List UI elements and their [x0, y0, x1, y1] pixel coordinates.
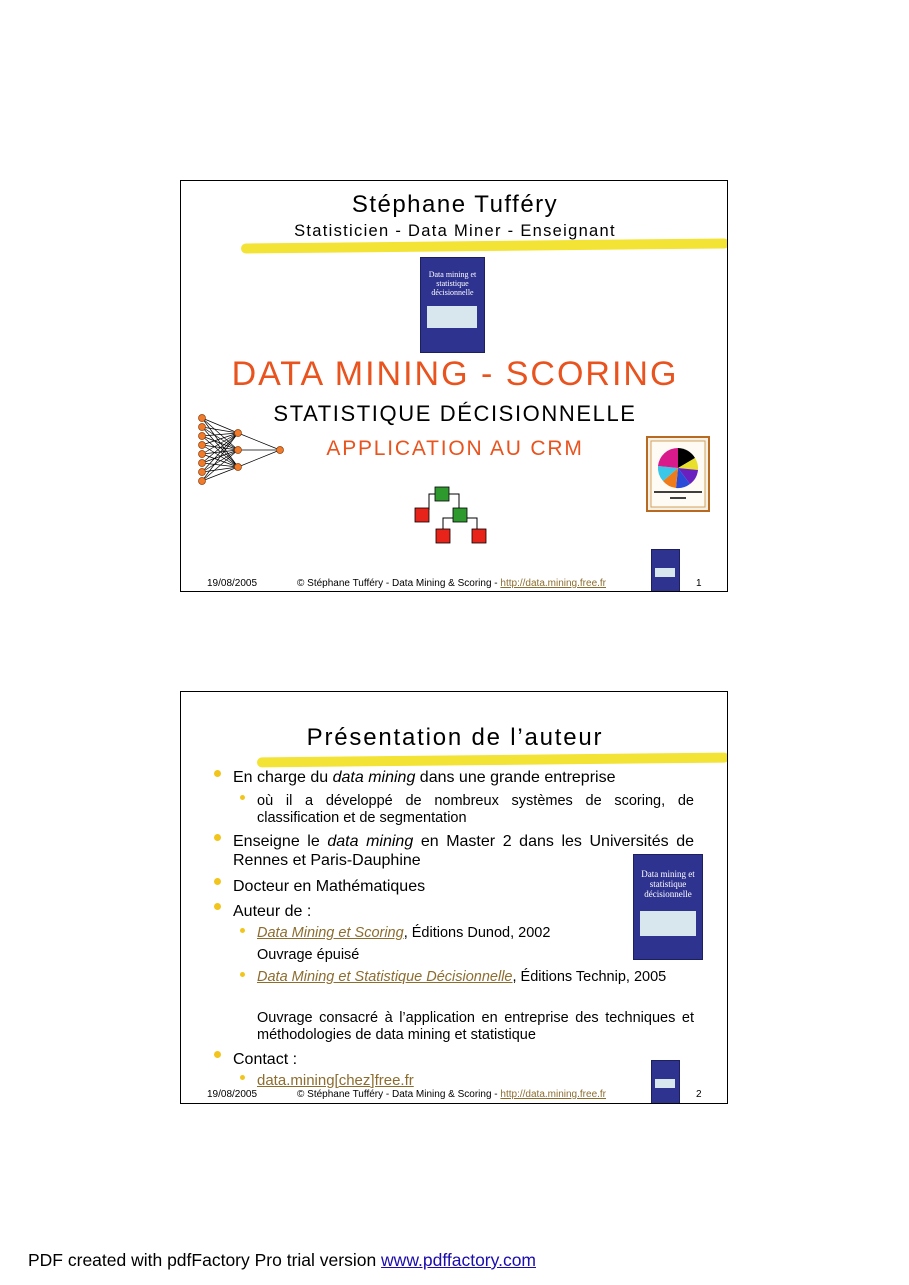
sub-bullet-dot [240, 795, 245, 800]
title-highlight [257, 753, 728, 768]
book-cover-title: Data mining et statistique décisionnelle [428, 270, 477, 297]
footer-text: Stéphane Tufféry - Data Mining & Scoring - [307, 578, 501, 589]
slide2-title: Présentation de l’auteur [306, 724, 604, 751]
bullet-contact: Contact : [233, 1051, 298, 1068]
bullet-doctorate: Docteur en Mathématiques [233, 878, 426, 895]
sub-bullet-dot [240, 972, 245, 977]
bullet-dot [214, 770, 221, 777]
sub-bullet-book2: Data Mining et Statistique Décisionnelle, Éditions Technip, 2005 [257, 969, 667, 985]
bullet-teaching: Enseigne le data mining en Master 2 dans les Universités de Rennes et Paris-Dauphine [233, 833, 695, 869]
footer-book-thumbnail [651, 549, 680, 592]
copyright-symbol: © [297, 578, 305, 589]
sub-bullet-systems: où il a développé de nombreux systèmes de scoring, de classification et de segmentation [257, 793, 694, 826]
author-name: Stéphane Tufféry [351, 191, 559, 218]
sub-bullet-dot [240, 928, 245, 933]
slide2-footer-credit [297, 1089, 606, 1100]
slide1-footer-credit [297, 578, 606, 589]
book-cover-image [633, 854, 703, 960]
footer-link[interactable]: http://data.mining.free.fr [500, 1089, 607, 1100]
bullet-responsibility: En charge du data mining dans une grande entreprise [233, 769, 616, 786]
bullet-dot [214, 834, 221, 841]
pdffactory-link[interactable]: www.pdffactory.com [381, 1250, 537, 1270]
bullet-dot [214, 1051, 221, 1058]
neural-network-icon [195, 413, 287, 487]
author-role: Statisticien - Data Miner - Enseignant [294, 222, 616, 240]
bullet-author: Auteur de : [233, 903, 312, 920]
pdf-watermark-footer: PDF created with pdfFactory Pro trial version www.pdffactory.com [28, 1250, 537, 1270]
book2-link[interactable]: Data Mining et Statistique Décisionnelle [257, 969, 513, 985]
bullet-dot [214, 878, 221, 885]
slide-1 [180, 180, 728, 592]
book1-note: Ouvrage épuisé [257, 947, 360, 963]
slide2-footer-date: 19/08/2005 [207, 1089, 258, 1100]
footer-text: Stéphane Tufféry - Data Mining & Scoring - [307, 1089, 501, 1100]
footer-link[interactable]: http://data.mining.free.fr [500, 578, 607, 589]
copyright-symbol: © [297, 1089, 305, 1100]
book1-link[interactable]: Data Mining et Scoring [257, 925, 404, 941]
book-cover-image [420, 257, 485, 353]
pie-chart-presentation-icon [646, 436, 710, 512]
footer-book-thumbnail [651, 1060, 680, 1104]
sub-bullet-email [257, 1072, 414, 1089]
slide1-footer-date: 19/08/2005 [207, 578, 258, 589]
slide2-page-number: 2 [696, 1089, 702, 1100]
book2-note: Ouvrage consacré à l’application en entreprise des techniques et méthodologies de data mining et statistique [257, 1010, 694, 1043]
bullet-dot [214, 903, 221, 910]
decision-tree-icon [411, 485, 491, 545]
slide1-page-number: 1 [696, 578, 702, 589]
slide-2 [180, 691, 728, 1104]
subtitle: STATISTIQUE DÉCISIONNELLE [273, 401, 637, 426]
subtitle-crm: APPLICATION AU CRM [326, 437, 584, 460]
sub-bullet-dot [240, 1075, 245, 1080]
contact-email-link[interactable]: data.mining[chez]free.fr [257, 1072, 414, 1089]
book-cover-title: Data mining et statistique décisionnelle [641, 869, 695, 899]
sub-bullet-book1: Data Mining et Scoring, Éditions Dunod, 2002 [257, 925, 551, 941]
main-title: DATA MINING - SCORING [231, 355, 679, 393]
